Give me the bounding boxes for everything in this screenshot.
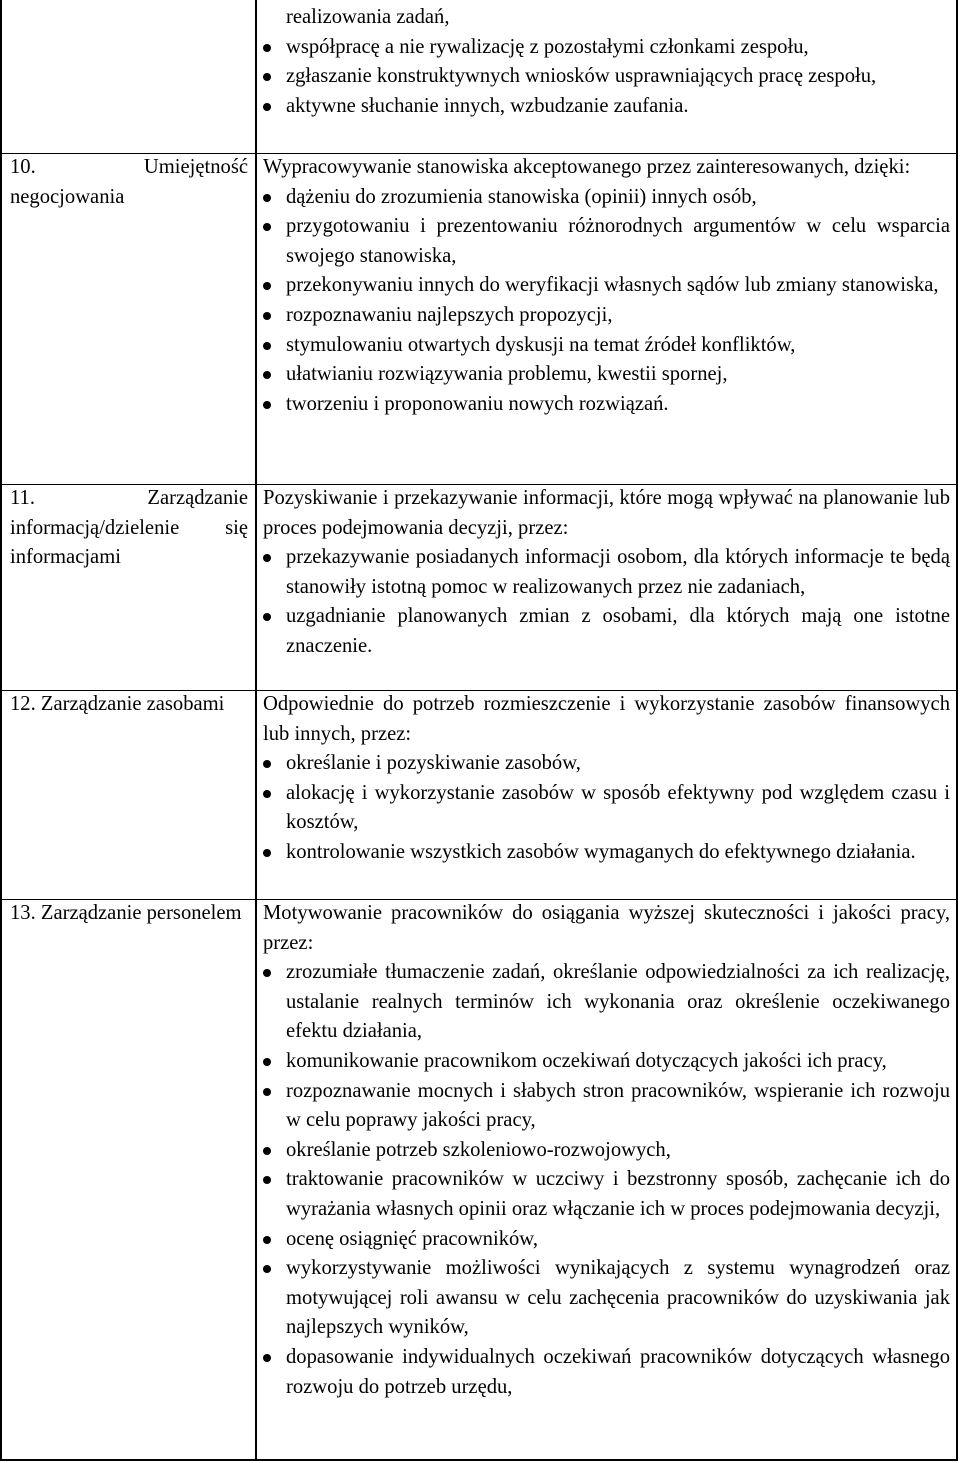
column-divider [255, 0, 257, 1459]
list-item: tworzeniu i proponowaniu nowych rozwiązań. [263, 390, 950, 420]
list-item: stymulowaniu otwartych dyskusji na temat źródeł konfliktów, [263, 331, 950, 361]
bullet-icon [263, 969, 271, 977]
bullet-icon [263, 103, 271, 111]
list-item: traktowanie pracowników w uczciwy i bezstronny sposób, zachęcanie ich do wyrażania własnych opinii oraz włączanie ich w proces podejmowania decyzji, [263, 1165, 950, 1224]
list-item: określanie i pozyskiwanie zasobów, [263, 749, 950, 779]
list-item: przekazywanie posiadanych informacji osobom, dla których informacje te będą stanowiły istotną pomoc w realizowanych przez nie zadaniach, [263, 543, 950, 602]
bullet-icon [263, 223, 271, 231]
list-item: ułatwianiu rozwiązywania problemu, kwestii spornej, [263, 360, 950, 390]
bullet-icon [263, 1058, 271, 1066]
bullet-list [263, 958, 950, 1402]
list-item: aktywne słuchanie innych, wzbudzanie zaufania. [263, 92, 950, 122]
bullet-icon [263, 282, 271, 290]
row-13-description [263, 899, 950, 1402]
list-item: dążeniu do zrozumienia stanowiska (opinii) innych osób, [263, 183, 950, 213]
list-item: zrozumiałe tłumaczenie zadań, określanie odpowiedzialności za ich realizację, ustalanie realnych terminów ich wykonania oraz określenie oczekiwanego efektu działania, [263, 958, 950, 1047]
row-10-description [263, 153, 950, 419]
list-item: współpracę a nie rywalizację z pozostałymi członkami zespołu, [263, 33, 950, 63]
list-item: zgłaszanie konstruktywnych wniosków usprawniających pracę zespołu, [263, 62, 950, 92]
bullet-icon [263, 401, 271, 409]
bullet-icon [263, 1265, 271, 1273]
list-item: przygotowaniu i prezentowaniu różnorodnych argumentów w celu wsparcia swojego stanowiska, [263, 212, 950, 271]
bullet-icon [263, 371, 271, 379]
list-item: kontrolowanie wszystkich zasobów wymaganych do efektywnego działania. [263, 838, 950, 868]
bullet-icon [263, 342, 271, 350]
list-item: rozpoznawanie mocnych i słabych stron pracowników, wspieranie ich rozwoju w celu poprawy jakości pracy, [263, 1077, 950, 1136]
list-item: dopasowanie indywidualnych oczekiwań pracowników dotyczących własnego rozwoju do potrzeb urzędu, [263, 1343, 950, 1402]
list-item: określanie potrzeb szkoleniowo-rozwojowych, [263, 1136, 950, 1166]
row-11-description [263, 484, 950, 662]
row-12-label: 12. Zarządzanie zasobami [10, 693, 225, 715]
bullet-list [263, 749, 950, 867]
list-item: alokację i wykorzystanie zasobów w sposób efektywny pod względem czasu i kosztów, [263, 779, 950, 838]
bullet-icon [263, 1176, 271, 1184]
list-item: uzgadnianie planowanych zmian z osobami, dla których mają one istotne znaczenie. [263, 602, 950, 661]
bullet-icon [263, 613, 271, 621]
row-0-description [263, 3, 950, 121]
bullet-icon [263, 849, 271, 857]
bullet-icon [263, 312, 271, 320]
list-item: komunikowanie pracownikom oczekiwań dotyczących jakości ich pracy, [263, 1047, 950, 1077]
row-intro: Motywowanie pracowników do osiągania wyższej skuteczności i jakości pracy, przez: [263, 902, 950, 954]
list-item: rozpoznawaniu najlepszych propozycji, [263, 301, 950, 331]
bullet-icon [263, 194, 271, 202]
row-intro: Wypracowywanie stanowiska akceptowanego przez zainteresowanych, dzięki: [263, 156, 911, 178]
bullet-icon [263, 760, 271, 768]
bullet-icon [263, 1236, 271, 1244]
bullet-list [263, 33, 950, 122]
row-intro: Pozyskiwanie i przekazywanie informacji, które mogą wpływać na planowanie lub proces podejmowania decyzji, przez: [263, 487, 950, 539]
bullet-icon [263, 1147, 271, 1155]
bullet-icon [263, 554, 271, 562]
continuation-text: realizowania zadań, [286, 6, 450, 28]
bullet-list [263, 183, 950, 420]
bullet-list [263, 543, 950, 661]
row-13-label: 13. Zarządzanie personelem [10, 902, 242, 924]
bullet-icon [263, 1088, 271, 1096]
row-12-description [263, 690, 950, 868]
row-intro: Odpowiednie do potrzeb rozmieszczenie i wykorzystanie zasobów finansowych lub innych, przez: [263, 693, 950, 745]
list-item: wykorzystywanie możliwości wynikających z systemu wynagrodzeń oraz motywującej roli awansu w celu zachęcenia pracowników do uzyskiwania jak najlepszych wyników, [263, 1254, 950, 1343]
bullet-icon [263, 1354, 271, 1362]
bullet-icon [263, 44, 271, 52]
row-11-label: 11. Zarządzanie informacją/dzielenie się informacjami [10, 487, 248, 569]
row-10-label: 10. Umiejętność negocjowania [10, 156, 248, 208]
list-item: ocenę osiągnięć pracowników, [263, 1225, 950, 1255]
bullet-icon [263, 790, 271, 798]
bullet-icon [263, 73, 271, 81]
list-item: przekonywaniu innych do weryfikacji własnych sądów lub zmiany stanowiska, [263, 271, 950, 301]
